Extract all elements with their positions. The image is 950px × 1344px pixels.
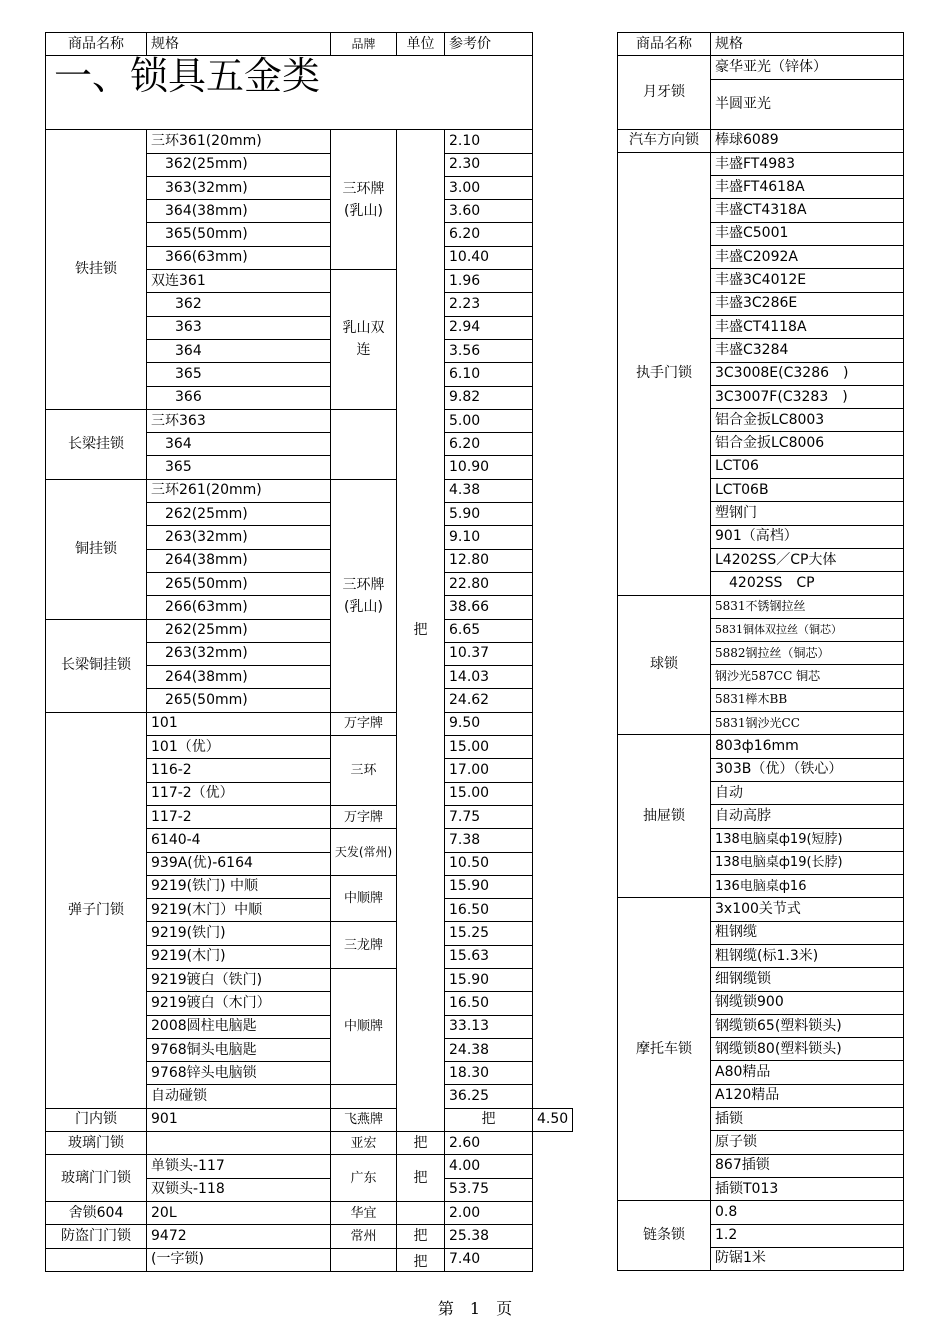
spec-cell: A120精品 bbox=[711, 1084, 904, 1107]
price-cell: 2.23 bbox=[445, 293, 533, 316]
brand-cell-empty bbox=[331, 409, 397, 479]
spec-cell: 867插锁 bbox=[711, 1154, 904, 1177]
price-cell: 15.25 bbox=[445, 922, 533, 945]
header-row bbox=[618, 33, 904, 56]
category-moon-lock: 月牙锁 bbox=[618, 56, 711, 129]
category-long-shackle: 长梁挂锁 bbox=[46, 409, 147, 479]
left-price-table bbox=[45, 32, 573, 1272]
spec-cell: 5831榉木BB bbox=[711, 688, 904, 711]
price-cell: 25.38 bbox=[445, 1225, 533, 1248]
price-cell: 53.75 bbox=[445, 1178, 533, 1201]
spec-cell: 366(63mm) bbox=[147, 246, 331, 269]
spec-cell: 丰盛FT4983 bbox=[711, 152, 904, 175]
table-row bbox=[46, 409, 573, 432]
price-cell: 6.20 bbox=[445, 433, 533, 456]
unit-cell: 把 bbox=[397, 1225, 445, 1248]
category-door-inner: 门内锁 bbox=[46, 1108, 147, 1131]
spec-cell: 263(32mm) bbox=[147, 526, 331, 549]
price-cell: 6.65 bbox=[445, 619, 533, 642]
unit-cell: 把 bbox=[397, 130, 445, 1132]
category-long-copper: 长梁铜挂锁 bbox=[46, 619, 147, 712]
price-cell: 4.50 bbox=[533, 1108, 573, 1131]
price-cell: 9.10 bbox=[445, 526, 533, 549]
spec-cell: 363 bbox=[147, 316, 331, 339]
price-cell: 10.40 bbox=[445, 246, 533, 269]
category-chain-lock: 链条锁 bbox=[618, 1201, 711, 1271]
spec-cell: 丰盛CT4118A bbox=[711, 315, 904, 338]
spec-cell: 365 bbox=[147, 363, 331, 386]
spec-cell: 自动碰锁 bbox=[147, 1085, 331, 1108]
spec-cell: 939A(优)-6164 bbox=[147, 852, 331, 875]
spec-cell: 丰盛C2092A bbox=[711, 246, 904, 269]
table-row bbox=[618, 595, 904, 618]
price-cell: 5.00 bbox=[445, 409, 533, 432]
table-row bbox=[46, 619, 573, 642]
spec-cell: 双锁头-118 bbox=[147, 1178, 331, 1201]
spec-cell: 铝合金扳LC8006 bbox=[711, 432, 904, 455]
table-row bbox=[46, 1132, 573, 1155]
price-cell: 22.80 bbox=[445, 572, 533, 595]
spec-cell: 3C3008E(C3286 ) bbox=[711, 362, 904, 385]
price-cell: 3.56 bbox=[445, 339, 533, 362]
spec-cell: 三环261(20mm) bbox=[147, 479, 331, 502]
price-cell: 2.00 bbox=[445, 1201, 533, 1224]
unit-cell: 把 bbox=[445, 1108, 533, 1131]
spec-cell: 单锁头-117 bbox=[147, 1155, 331, 1178]
spec-cell: 豪华亚光（锌体） bbox=[711, 56, 904, 79]
spec-cell: 棒球6089 bbox=[711, 129, 904, 152]
price-cell: 18.30 bbox=[445, 1062, 533, 1085]
header-price: 参考价 bbox=[445, 33, 533, 56]
header-spec: 规格 bbox=[711, 33, 904, 56]
table-row bbox=[46, 1248, 573, 1271]
spec-cell: 自动高脖 bbox=[711, 805, 904, 828]
category-moto-lock: 摩托车锁 bbox=[618, 898, 711, 1201]
spec-cell: 365(50mm) bbox=[147, 223, 331, 246]
price-cell: 15.90 bbox=[445, 875, 533, 898]
table-row bbox=[46, 1201, 573, 1224]
brand-cell: 三环 bbox=[331, 736, 397, 806]
price-cell: 3.00 bbox=[445, 176, 533, 199]
spec-cell: 9219(铁门) 中顺 bbox=[147, 875, 331, 898]
spec-cell: 263(32mm) bbox=[147, 642, 331, 665]
spec-cell: 20L bbox=[147, 1201, 331, 1224]
price-cell: 6.20 bbox=[445, 223, 533, 246]
spec-cell: (一字锁) bbox=[147, 1248, 331, 1271]
spec-cell: 364 bbox=[147, 433, 331, 456]
spec-cell: 116-2 bbox=[147, 759, 331, 782]
spec-cell: 细钢缆锁 bbox=[711, 968, 904, 991]
unit-cell: 把 bbox=[397, 1155, 445, 1202]
header-unit: 单位 bbox=[397, 33, 445, 56]
brand-cell: 中顺牌 bbox=[331, 875, 397, 922]
brand-cell-empty bbox=[331, 1085, 397, 1108]
spec-cell: 5831钢沙光CC bbox=[711, 712, 904, 735]
spec-cell: 钢沙光587CC 铜芯 bbox=[711, 665, 904, 688]
spec-cell: 塑钢门 bbox=[711, 502, 904, 525]
spec-cell: 266(63mm) bbox=[147, 596, 331, 619]
category-handle-lock: 执手门锁 bbox=[618, 152, 711, 595]
spec-cell: 901（高档） bbox=[711, 525, 904, 548]
brand-cell: 万字牌 bbox=[331, 805, 397, 828]
category-glass-door: 玻璃门锁 bbox=[46, 1132, 147, 1155]
price-cell: 12.80 bbox=[445, 549, 533, 572]
unit-cell: 把 bbox=[397, 1132, 445, 1155]
spec-cell: 防锯1米 bbox=[711, 1247, 904, 1270]
spec-cell: 364 bbox=[147, 339, 331, 362]
spec-cell: 丰盛C5001 bbox=[711, 222, 904, 245]
spec-cell: 5831不锈钢拉丝 bbox=[711, 595, 904, 618]
unit-cell bbox=[397, 1201, 445, 1224]
brand-cell: 中顺牌 bbox=[331, 968, 397, 1084]
spec-cell: 丰盛C3284 bbox=[711, 339, 904, 362]
spec-cell: LCT06B bbox=[711, 479, 904, 502]
price-cell: 9.50 bbox=[445, 712, 533, 735]
spec-cell: 9472 bbox=[147, 1225, 331, 1248]
spec-cell: 原子锁 bbox=[711, 1131, 904, 1154]
brand-cell: 乳山双 连 bbox=[331, 270, 397, 410]
price-cell: 15.00 bbox=[445, 782, 533, 805]
price-cell: 2.30 bbox=[445, 153, 533, 176]
spec-cell: 265(50mm) bbox=[147, 689, 331, 712]
unit-cell: 把 bbox=[397, 1248, 445, 1271]
table-row bbox=[46, 1108, 573, 1131]
table-row bbox=[46, 479, 573, 502]
price-cell: 17.00 bbox=[445, 759, 533, 782]
header-spec: 规格 bbox=[147, 33, 331, 56]
price-cell: 3.60 bbox=[445, 200, 533, 223]
spec-cell: LCT06 bbox=[711, 455, 904, 478]
table-row bbox=[618, 129, 904, 152]
table-row bbox=[46, 130, 573, 153]
table-row bbox=[618, 898, 904, 921]
price-cell: 2.10 bbox=[445, 130, 533, 153]
price-cell: 10.37 bbox=[445, 642, 533, 665]
category-drawer-lock: 抽屉锁 bbox=[618, 735, 711, 898]
spec-cell: 365 bbox=[147, 456, 331, 479]
table-row bbox=[618, 56, 904, 79]
price-cell: 10.90 bbox=[445, 456, 533, 479]
category-iron-padlock: 铁挂锁 bbox=[46, 130, 147, 410]
spec-cell: 264(38mm) bbox=[147, 666, 331, 689]
spec-cell: 362 bbox=[147, 293, 331, 316]
price-cell: 4.00 bbox=[445, 1155, 533, 1178]
price-cell: 15.90 bbox=[445, 968, 533, 991]
brand-cell: 三龙牌 bbox=[331, 922, 397, 969]
price-cell: 24.38 bbox=[445, 1038, 533, 1061]
price-cell: 24.62 bbox=[445, 689, 533, 712]
spec-cell: 钢缆锁65(塑料锁头) bbox=[711, 1014, 904, 1037]
spec-cell: 262(25mm) bbox=[147, 619, 331, 642]
brand-cell: 三环牌 (乳山) bbox=[331, 130, 397, 270]
spec-cell: 138电脑桌ф19(短脖) bbox=[711, 828, 904, 851]
price-cell: 2.94 bbox=[445, 316, 533, 339]
spec-cell: 丰盛FT4618A bbox=[711, 176, 904, 199]
spec-cell: 5831铜体双拉丝（铜芯） bbox=[711, 618, 904, 641]
spec-cell: 9219(木门) bbox=[147, 945, 331, 968]
spec-cell: 9219(木门）中顺 bbox=[147, 899, 331, 922]
price-cell: 2.60 bbox=[445, 1132, 533, 1155]
spec-cell: 9219镀白（铁门) bbox=[147, 968, 331, 991]
brand-cell: 广东 bbox=[331, 1155, 397, 1202]
price-cell: 14.03 bbox=[445, 666, 533, 689]
spec-cell: 362(25mm) bbox=[147, 153, 331, 176]
right-price-table bbox=[617, 32, 904, 1271]
spec-cell: 6140-4 bbox=[147, 829, 331, 852]
spec-cell: 117-2（优） bbox=[147, 782, 331, 805]
brand-cell bbox=[331, 1248, 397, 1271]
brand-cell: 常州 bbox=[331, 1225, 397, 1248]
category-last bbox=[46, 1248, 147, 1271]
brand-cell: 万字牌 bbox=[331, 712, 397, 735]
table-row bbox=[618, 735, 904, 758]
spec-cell: 136电脑桌ф16 bbox=[711, 875, 904, 898]
price-cell: 15.63 bbox=[445, 945, 533, 968]
spec-cell: 钢缆锁80(塑料锁头) bbox=[711, 1038, 904, 1061]
price-cell: 7.40 bbox=[445, 1248, 533, 1271]
spec-cell: 插锁T013 bbox=[711, 1177, 904, 1200]
spec-cell: 4202SS CP bbox=[711, 572, 904, 595]
brand-cell: 三环牌 (乳山) bbox=[331, 479, 397, 712]
spec-cell: 丰盛3C4012E bbox=[711, 269, 904, 292]
price-cell: 38.66 bbox=[445, 596, 533, 619]
price-cell: 1.96 bbox=[445, 270, 533, 293]
brand-cell: 天发(常州) bbox=[331, 829, 397, 876]
price-cell: 16.50 bbox=[445, 992, 533, 1015]
spec-cell: 半圆亚光 bbox=[711, 79, 904, 129]
brand-cell: 亚宏 bbox=[331, 1132, 397, 1155]
page-number: 第 1 页 bbox=[437, 1299, 513, 1318]
category-spring-lock: 弹子门锁 bbox=[46, 712, 147, 1108]
header-row bbox=[46, 33, 573, 56]
price-cell: 33.13 bbox=[445, 1015, 533, 1038]
spec-cell: 钢缆锁900 bbox=[711, 991, 904, 1014]
spec-cell: 265(50mm) bbox=[147, 572, 331, 595]
spec-cell: 插锁 bbox=[711, 1108, 904, 1131]
price-cell: 4.38 bbox=[445, 479, 533, 502]
spec-cell: 363(32mm) bbox=[147, 176, 331, 199]
spec-cell: 303B（优）（铁心） bbox=[711, 758, 904, 781]
title-row bbox=[46, 56, 573, 130]
spec-cell: 9768铜头电脑匙 bbox=[147, 1038, 331, 1061]
spec-cell bbox=[147, 1132, 331, 1155]
spec-cell: 粗钢缆 bbox=[711, 921, 904, 944]
category-ball-lock: 球锁 bbox=[618, 595, 711, 735]
spec-cell: 5882钢拉丝（铜芯） bbox=[711, 642, 904, 665]
spec-cell: 粗钢缆(标1.3米) bbox=[711, 944, 904, 967]
section-title: 一、锁具五金类 bbox=[46, 56, 533, 130]
spec-cell: 803ф16mm bbox=[711, 735, 904, 758]
spec-cell: L4202SS／CP大体 bbox=[711, 548, 904, 571]
category-glass-door-door: 玻璃门门锁 bbox=[46, 1155, 147, 1202]
header-brand: 品牌 bbox=[331, 33, 397, 56]
brand-cell: 飞燕牌 bbox=[331, 1108, 397, 1131]
spec-cell: 117-2 bbox=[147, 805, 331, 828]
table-row bbox=[46, 712, 573, 735]
table-row bbox=[46, 1225, 573, 1248]
price-cell: 16.50 bbox=[445, 899, 533, 922]
spec-cell: 3x100关节式 bbox=[711, 898, 904, 921]
spec-cell: 364(38mm) bbox=[147, 200, 331, 223]
spec-cell: 双连361 bbox=[147, 270, 331, 293]
brand-cell: 华宜 bbox=[331, 1201, 397, 1224]
header-name: 商品名称 bbox=[618, 33, 711, 56]
spec-cell: 262(25mm) bbox=[147, 503, 331, 526]
spec-cell: 101（优） bbox=[147, 736, 331, 759]
spec-cell: 264(38mm) bbox=[147, 549, 331, 572]
spec-cell: 9219镀白（木门） bbox=[147, 992, 331, 1015]
price-cell: 36.25 bbox=[445, 1085, 533, 1108]
category-dorm-lock: 舍锁604 bbox=[46, 1201, 147, 1224]
spec-cell: 3C3007F(C3283 ) bbox=[711, 385, 904, 408]
table-row bbox=[46, 1155, 573, 1178]
spec-cell: 丰盛3C286E bbox=[711, 292, 904, 315]
table-row bbox=[618, 1201, 904, 1224]
spec-cell: 9768锌头电脑锁 bbox=[147, 1062, 331, 1085]
price-cell: 7.38 bbox=[445, 829, 533, 852]
spec-cell: 101 bbox=[147, 712, 331, 735]
spec-cell: 366 bbox=[147, 386, 331, 409]
spec-cell: 自动 bbox=[711, 781, 904, 804]
price-cell: 15.00 bbox=[445, 736, 533, 759]
spec-cell: 1.2 bbox=[711, 1224, 904, 1247]
table-row bbox=[618, 152, 904, 175]
spec-cell: 0.8 bbox=[711, 1201, 904, 1224]
spec-cell: 三环363 bbox=[147, 409, 331, 432]
price-cell: 9.82 bbox=[445, 386, 533, 409]
price-cell: 6.10 bbox=[445, 363, 533, 386]
price-cell: 10.50 bbox=[445, 852, 533, 875]
category-security-door: 防盗门门锁 bbox=[46, 1225, 147, 1248]
spec-cell: 2008圆柱电脑匙 bbox=[147, 1015, 331, 1038]
header-name: 商品名称 bbox=[46, 33, 147, 56]
spec-cell: 138电脑桌ф19(长脖) bbox=[711, 851, 904, 874]
spec-cell: 9219(铁门) bbox=[147, 922, 331, 945]
spec-cell: 铝合金扳LC8003 bbox=[711, 409, 904, 432]
spec-cell: 901 bbox=[147, 1108, 331, 1131]
category-copper-padlock: 铜挂锁 bbox=[46, 479, 147, 619]
category-car-lock: 汽车方向锁 bbox=[618, 129, 711, 152]
spec-cell: 丰盛CT4318A bbox=[711, 199, 904, 222]
price-cell: 7.75 bbox=[445, 805, 533, 828]
spec-cell: 三环361(20mm) bbox=[147, 130, 331, 153]
price-cell: 5.90 bbox=[445, 503, 533, 526]
spec-cell: A80精品 bbox=[711, 1061, 904, 1084]
